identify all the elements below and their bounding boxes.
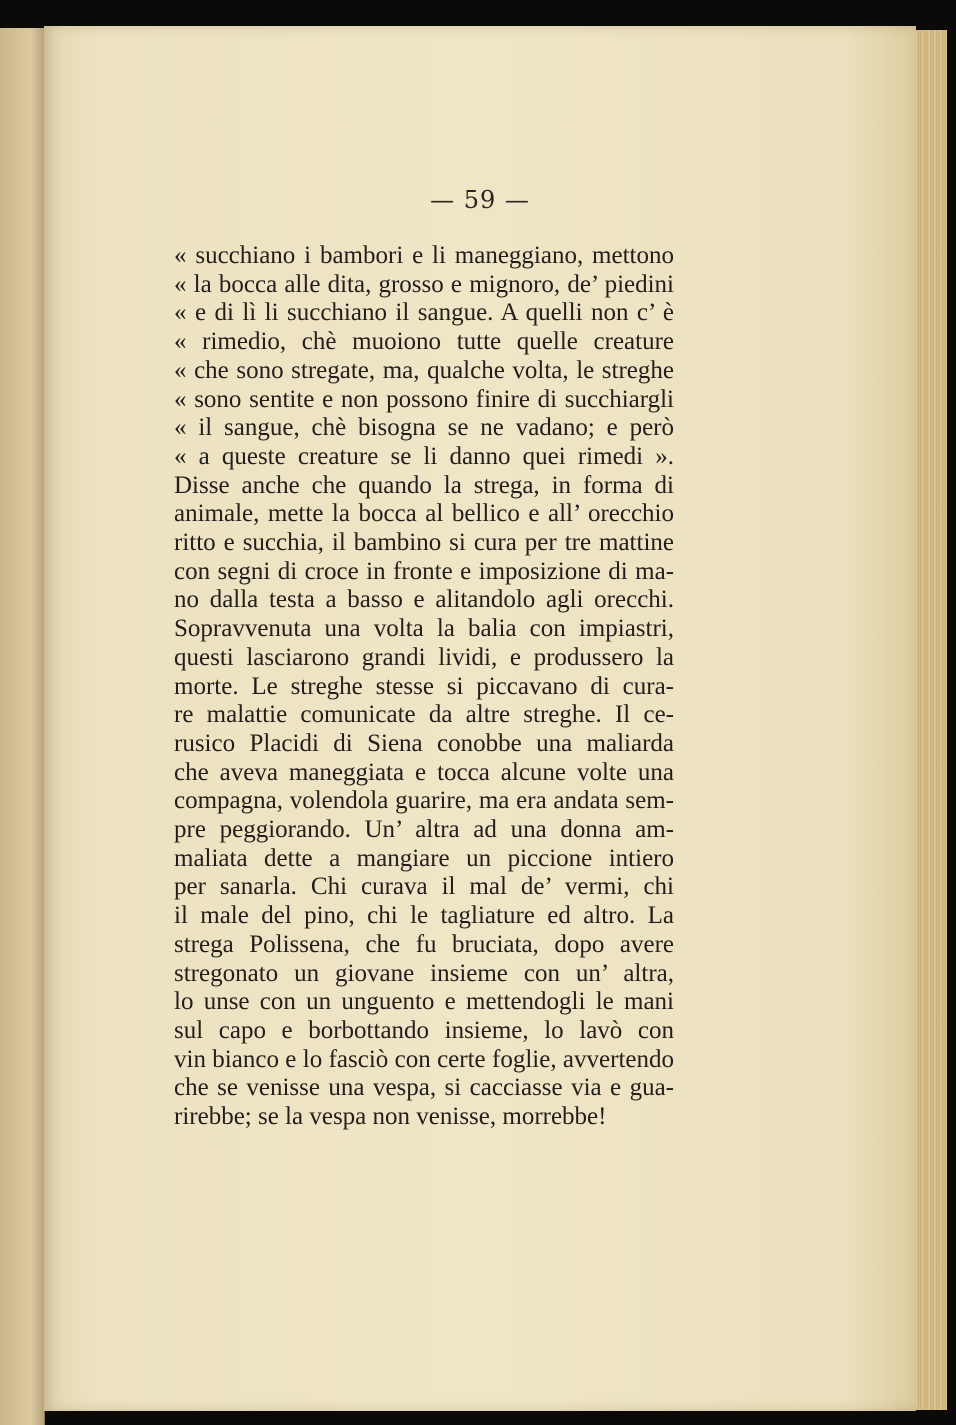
text-line: « la bocca alle dita, grosso e mignoro, de’ piedini: [174, 270, 674, 298]
text-line: pre peggiorando. Un’ altra ad una donna am-: [174, 816, 674, 844]
page-number: — 59 —: [430, 186, 530, 214]
text-line: « a queste creature se li danno quei rimedi ».: [174, 442, 674, 470]
text-line: animale, mette la bocca al bellico e all’ orecchio: [174, 500, 674, 528]
text-line: re malattie comunicate da altre streghe. Il ce-: [174, 701, 674, 729]
text-line: « e di lì li succhiano il sangue. A quelli non c’ è: [174, 299, 674, 327]
text-line: questi lasciarono grandi lividi, e produssero la: [174, 643, 674, 671]
text-line: vin bianco e lo fasciò con certe foglie, avvertendo: [174, 1045, 674, 1073]
text-line: con segni di croce in fronte e imposizione di ma-: [174, 557, 674, 585]
text-line: Disse anche che quando la strega, in forma di: [174, 471, 674, 499]
text-line: rusico Placidi di Siena conobbe una maliarda: [174, 729, 674, 757]
text-line: « succhiano i bambori e li maneggiano, mettono: [174, 242, 674, 269]
text-line: sul capo e borbottando insieme, lo lavò con: [174, 1016, 674, 1044]
text-line: « sono sentite e non possono finire di succhiargli: [174, 385, 674, 413]
text-line-last: rirebbe; se la vespa non venisse, morrebbe!: [174, 1103, 607, 1131]
previous-page-edge: [0, 28, 45, 1425]
text-line: che aveva maneggiata e tocca alcune volte una: [174, 758, 674, 786]
text-line: morte. Le streghe stesse si piccavano di cura-: [174, 672, 674, 700]
text-line: il male del pino, chi le tagliature ed altro. La: [174, 902, 674, 930]
text-line: Sopravvenuta una volta la balia con impiastri,: [174, 615, 674, 643]
text-line: maliata dette a mangiare un piccione intiero: [174, 844, 674, 872]
text-line: strega Polissena, che fu bruciata, dopo avere: [174, 930, 674, 958]
text-line: « rimedio, chè muoiono tutte quelle creature: [174, 328, 674, 356]
body-text: [174, 242, 674, 1132]
text-line: ritto e succhia, il bambino si cura per tre mattine: [174, 529, 674, 557]
page-stack-edge: [912, 30, 947, 1410]
text-line: che se venisse una vespa, si cacciasse via e gua-: [174, 1074, 674, 1102]
text-line: « il sangue, chè bisogna se ne vadano; e però: [174, 414, 674, 442]
text-line: stregonato un giovane insieme con un’ altra,: [174, 959, 674, 987]
text-line: per sanarla. Chi curava il mal de’ vermi, chi: [174, 873, 674, 901]
text-line: lo unse con un unguento e mettendogli le mani: [174, 988, 674, 1016]
text-line: « che sono stregate, ma, qualche volta, le streghe: [174, 356, 674, 384]
text-line: compagna, volendola guarire, ma era andata sem-: [174, 787, 674, 815]
text-line: no dalla testa a basso e alitandolo agli orecchi.: [174, 586, 674, 614]
book-page: [44, 26, 916, 1411]
